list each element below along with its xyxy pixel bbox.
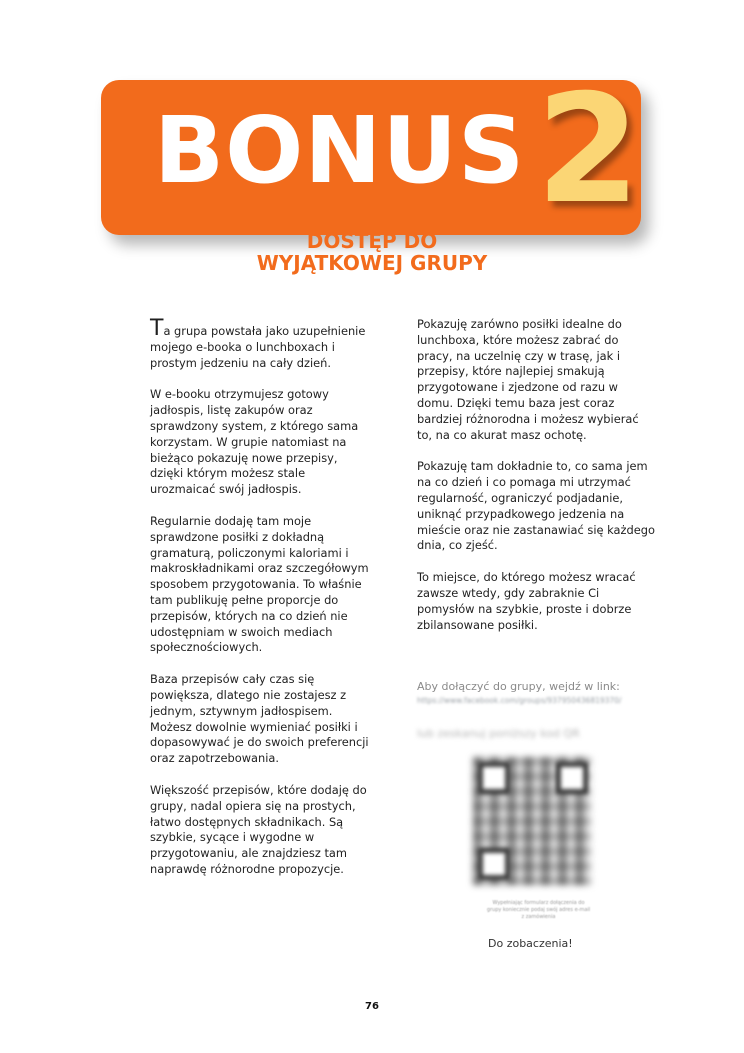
paragraph: Pokazuję zarówno posiłki idealne do lunchboxa, które możesz zabrać do pracy, na uczelnię czy w trasę, jak i przepisy, które najlepiej smakują przygotowane i zjedzone od razu w domu. Dzięki temu baza jest coraz bardziej różnorodna i możesz wybierać to, na co akurat masz ochotę.: [417, 317, 639, 442]
left-column: [150, 316, 370, 894]
join-instructions: Aby dołączyć do grupy, wejdź w link:: [417, 680, 620, 693]
goodbye-text: Do zobaczenia!: [488, 937, 573, 950]
paragraph: W e-booku otrzymujesz gotowy jadłospis, listę zakupów oraz sprawdzony system, z którego sama korzystam. W grupie natomiast na bieżąco pokazuję nowe przepisy, dzięki którym możesz stale urozmaicać swój jadłospis.: [150, 387, 359, 497]
bonus-title: BONUS: [154, 97, 526, 204]
paragraph: Baza przepisów cały czas się powiększa, dlatego nie zostajesz z jednym, sztywnym jadłospisem. Możesz dowolnie wymieniać posiłki i dopasowywać je do swoich preferencji oraz zapotrzebowania.: [150, 672, 369, 766]
qr-note: Wypełniając formularz dołączenia do grupy koniecznie podaj swój adres e-mail z zamówienia: [486, 900, 591, 920]
qr-hint: lub zeskanuj poniższy kod QR: [417, 727, 580, 740]
paragraph: Większość przepisów, które dodaję do grupy, nadal opiera się na prostych, łatwo dostępnych składnikach. Są szybkie, sycące i wygodne w przygotowaniu, ale znajdziesz tam naprawdę różnorodne propozycje.: [150, 782, 367, 876]
qr-finder-marker: [478, 848, 510, 880]
paragraph-text: a grupa powstała jako uzupełnienie mojego e-booka o lunchboxach i prostym jedzeniu na cały dzień.: [150, 324, 366, 370]
join-group-box: [417, 680, 657, 705]
drop-cap: T: [150, 316, 164, 341]
page-number: 76: [365, 1001, 379, 1012]
paragraph: [150, 316, 370, 371]
subtitle-line-1: DOSTĘP DO: [306, 229, 438, 253]
qr-finder-marker: [556, 762, 588, 794]
right-column: [417, 317, 657, 649]
qr-finder-marker: [478, 762, 510, 794]
bonus-number: 2: [536, 63, 641, 237]
paragraph: Regularnie dodaję tam moje sprawdzone posiłki z dokładną gramaturą, policzonymi kaloriami i makroskładnikami oraz szczegółowym sposobem przygotowania. To właśnie tam publikuję pełne proporcje do przepisów, których na co dzień nie udostępniam w swoich mediach społecznościowych.: [150, 513, 369, 655]
paragraph: To miejsce, do którego możesz wracać zawsze wtedy, gdy zabraknie Ci pomysłów na szybkie, proste i dobrze zbilansowane posiłki.: [417, 570, 636, 632]
paragraph: Pokazuję tam dokładnie to, co sama jem na co dzień i co pomaga mi utrzymać regularność, ograniczyć podjadanie, uniknąć przypadkowego jedzenia na mieście oraz nie zastanawiać się każdego dnia, co zjeść.: [417, 459, 655, 553]
group-link[interactable]: https://www.facebook.com/groups/937950436819370/: [417, 696, 622, 705]
subtitle-line-2: WYJĄTKOWEJ GRUPY: [256, 251, 488, 275]
